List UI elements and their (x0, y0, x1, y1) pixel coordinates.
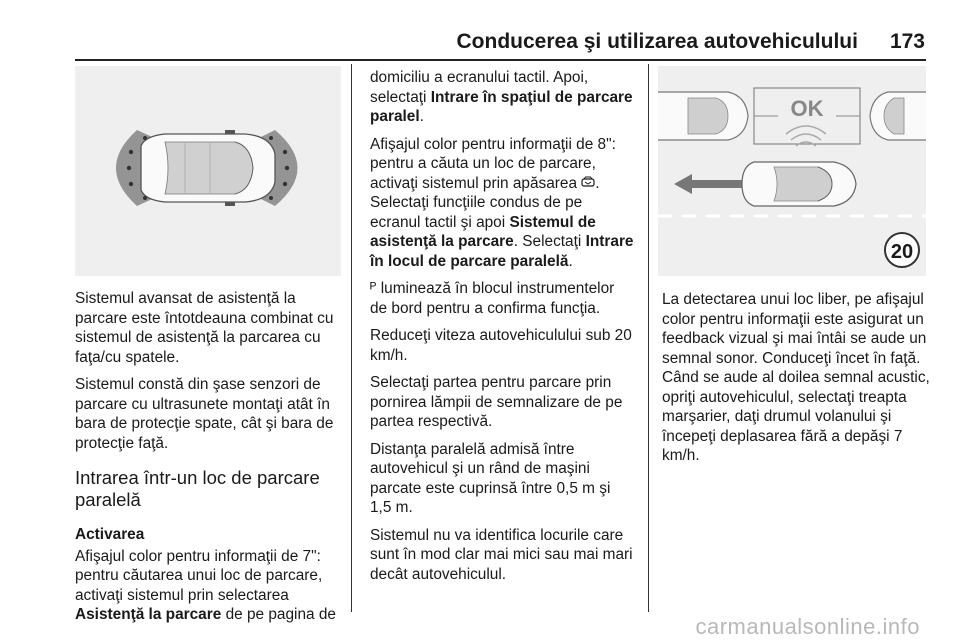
parking-detection-figure (658, 66, 926, 276)
menu-reference: Sistemul de asistenţă la parcare (370, 213, 596, 250)
paragraph: Sistemul avansat de asistenţă la parcare este întotdeauna combinat cu sistemul de asistenţă la parcarea cu faţa/cu spatele. (75, 290, 334, 366)
menu-reference: Intrare în spaţiul de parcare paralel (370, 88, 633, 125)
arrow-left-icon (674, 174, 750, 194)
menu-reference: Asistenţă la parcare (75, 606, 222, 623)
page-number: 173 (889, 30, 925, 53)
parked-car-left (658, 92, 748, 140)
parking-indicator-icon: ᴾ (370, 280, 377, 297)
figure-number: 20 (890, 241, 914, 263)
paragraph: Afişajul color pentru informaţii de 7": pentru căutarea unui loc de parcare, activaţi sistemul prin selectarea Asistenţă la parcare de pe pagina de (75, 547, 336, 623)
parking-button-icon (581, 174, 595, 194)
paragraph: Sistemul nu va identifica locurile care sunt în mod clar mai mici sau mai mari decât autovehiculul. (370, 526, 633, 583)
ok-label: OK (790, 96, 824, 121)
section-heading: Intrarea într-un loc de parcare paralelă (75, 467, 320, 510)
paragraph: Sistemul constă din şase senzori de parcare cu ultrasunete montaţi atât în bara de protecţie spate, cât şi bara de protecţie faţă. (75, 376, 334, 452)
paragraph: Afişajul color pentru informaţii de 8": pentru a căuta un loc de parcare, activaţi sistemul prin apăsarea . Selectaţi funcţiile condus de pe ecranul tactil şi apoi Sistemul de asistenţă la parcare. Selectaţi Intrare în locul de parcare paralelă. (370, 135, 634, 270)
chapter-title: Conducerea şi utilizarea autovehiculului (456, 30, 858, 53)
paragraph: Selectaţi partea pentru parcare prin pornirea lămpii de semnalizare de pe partea respectivă. (370, 374, 623, 430)
column-1 (75, 289, 343, 625)
car-sensors-figure (75, 66, 341, 276)
paragraph: La detectarea unui loc liber, pe afişajul color pentru informaţii este asigurat un feedback vizual şi mai întâi se aude un semnal sonor. Conduceţi încet în faţă. Când se aude al doilea semnal acustic, opriţi autovehiculul, selectaţi treapta marşarier, daţi drumul volanului şi începeţi deplasarea fără a depăşi 7 km/h. (662, 291, 930, 464)
car-top-view (141, 130, 275, 206)
header-rule (75, 59, 926, 61)
parked-car-right (870, 92, 926, 140)
subsection-heading: Activarea (75, 526, 145, 543)
moving-car (742, 162, 856, 206)
paragraph: Reduceţi viteza autovehiculului sub 20 km/h. (370, 327, 632, 364)
watermark: carmanualsonline.info (695, 614, 920, 639)
page-header (75, 30, 925, 54)
paragraph: domiciliu a ecranului tactil. Apoi, selectaţi Intrare în spaţiul de parcare paralel. (370, 69, 633, 125)
paragraph: Distanţa paralelă admisă între autovehicul şi un rând de maşini parcate este cuprinsă între 0,5 m şi 1,5 m. (370, 440, 611, 516)
column-divider-2 (648, 64, 649, 612)
column-divider-1 (351, 64, 352, 612)
sensor-waves-icon (786, 126, 826, 146)
column-3 (662, 290, 930, 474)
column-2 (370, 68, 635, 592)
paragraph: ᴾ luminează în blocul instrumentelor de bord pentru a confirma funcţia. (370, 280, 615, 317)
menu-reference: Intrare în locul de parcare paralelă (370, 233, 634, 270)
